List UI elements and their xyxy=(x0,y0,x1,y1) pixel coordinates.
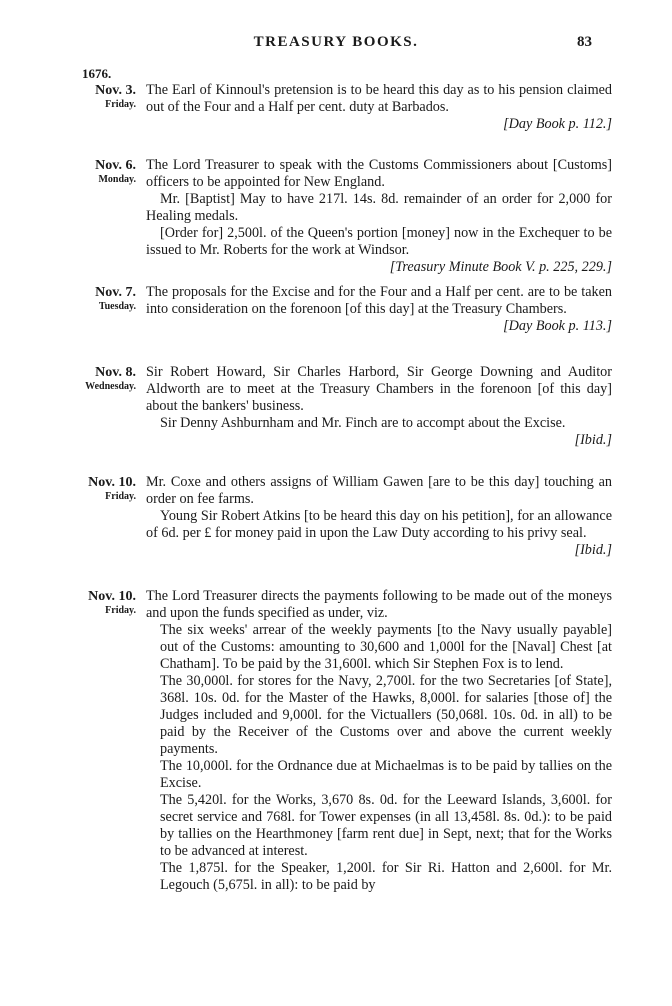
payment-item: The 5,420l. for the Works, 3,670 8s. 0d. for the Leeward Islands, 3,600l. for secret service and 768l. for Tower expenses (in all 13,458l. 8s. 0d.): to be paid by tallies on the Hearthmoney [farm rent due] in Sept, next; that for the Works to be advanced at interest. xyxy=(160,792,612,859)
entry-body xyxy=(146,82,612,133)
weekday-label: Wednesday. xyxy=(85,381,136,392)
weekday-label: Friday. xyxy=(105,605,136,616)
weekday-label: Monday. xyxy=(98,174,136,185)
source-reference: [Ibid.] xyxy=(574,432,612,448)
running-title: TREASURY BOOKS. xyxy=(253,34,419,50)
entry-paragraph: The Lord Treasurer directs the payments following to be made out of the moneys and upon the funds specified as under, viz. xyxy=(146,588,612,621)
entry-body xyxy=(146,157,612,276)
source-reference: [Ibid.] xyxy=(574,542,612,558)
date-label: Nov. 3. xyxy=(95,83,136,98)
weekday-label: Friday. xyxy=(105,491,136,502)
date-label: Nov. 8. xyxy=(95,365,136,380)
entry-date xyxy=(60,588,136,617)
source-reference: [Day Book p. 113.] xyxy=(503,318,612,334)
year-marker: 1676. xyxy=(82,66,112,81)
date-label: Nov. 6. xyxy=(95,158,136,173)
payment-item: The 10,000l. for the Ordnance due at Michaelmas is to be paid by tallies on the Excise. xyxy=(160,758,612,791)
entry-paragraph: Mr. [Baptist] May to have 217l. 14s. 8d. remainder of an order for 2,000 for Healing medals. xyxy=(146,191,612,224)
entry-paragraph: [Order for] 2,500l. of the Queen's portion [money] now in the Exchequer to be issued to Mr. Roberts for the work at Windsor. xyxy=(146,225,612,258)
entry-paragraph: The Earl of Kinnoul's pretension is to be heard this day as to his pension claimed out of the Four and a Half per cent. duty at Barbados. xyxy=(146,82,612,115)
date-label: Nov. 10. xyxy=(88,475,136,490)
entry-nov-7 xyxy=(60,284,612,335)
entry-body xyxy=(146,474,612,559)
entry-paragraph: Young Sir Robert Atkins [to be heard this day on his petition], for an allowance of 6d. per £ for money paid in upon the Law Duty according to his privy seal. xyxy=(146,508,612,541)
entry-body xyxy=(146,364,612,449)
source-reference: [Treasury Minute Book V. p. 225, 229.] xyxy=(389,259,612,275)
entry-date xyxy=(60,364,136,393)
entry-nov-10-b xyxy=(60,588,612,894)
date-label: Nov. 10. xyxy=(88,589,136,604)
entry-date xyxy=(60,82,136,111)
entry-paragraph: The proposals for the Excise and for the Four and a Half per cent. are to be taken into consideration on the forenoon [of this day] at the Treasury Chambers. xyxy=(146,284,612,317)
entry-nov-10-a xyxy=(60,474,612,559)
entry-paragraph: Mr. Coxe and others assigns of William Gawen [are to be this day] touching an order on fee farms. xyxy=(146,474,612,507)
page-header xyxy=(0,34,672,54)
payment-item: The six weeks' arrear of the weekly payments [to the Navy usually payable] out of the Customs: amounting to 30,600 and 1,000l for the [Naval] Chest [at Chatham]. To be paid by the 31,600l. which Sir Stephen Fox is to lend. xyxy=(160,622,612,672)
entry-paragraph: Sir Robert Howard, Sir Charles Harbord, Sir George Downing and Auditor Aldworth are to meet at the Treasury Chambers in the forenoon [of this day] about the bankers' business. xyxy=(146,364,612,414)
weekday-label: Tuesday. xyxy=(98,301,136,312)
entry-date xyxy=(60,284,136,313)
entry-paragraph: The Lord Treasurer to speak with the Customs Commissioners about [Customs] officers to be appointed for New England. xyxy=(146,157,612,190)
entry-nov-3 xyxy=(60,82,612,133)
entry-body xyxy=(146,284,612,335)
date-label: Nov. 7. xyxy=(95,285,136,300)
entry-paragraph: Sir Denny Ashburnham and Mr. Finch are to accompt about the Excise. xyxy=(160,415,566,431)
payment-item: The 30,000l. for stores for the Navy, 2,700l. for the two Secretaries [of State], 368l. 10s. 0d. for the Master of the Hawks, 8,000l. for salaries [those of] the Judges included and 9,000l. for the Victuallers (50,068l. 10s. 0d. in all) to be paid by the Receiver of the Customs over and above the current weekly payments. xyxy=(160,673,612,757)
entry-nov-8 xyxy=(60,364,612,449)
weekday-label: Friday. xyxy=(105,99,136,110)
entry-body xyxy=(146,588,612,894)
entry-nov-6 xyxy=(60,157,612,276)
entry-date xyxy=(60,157,136,186)
payment-item: The 1,875l. for the Speaker, 1,200l. for Sir Ri. Hatton and 2,600l. for Mr. Legouch (5,675l. in all): to be paid by xyxy=(160,860,612,893)
page-number: 83 xyxy=(577,34,592,50)
source-reference: [Day Book p. 112.] xyxy=(503,116,612,132)
entry-date xyxy=(60,474,136,503)
